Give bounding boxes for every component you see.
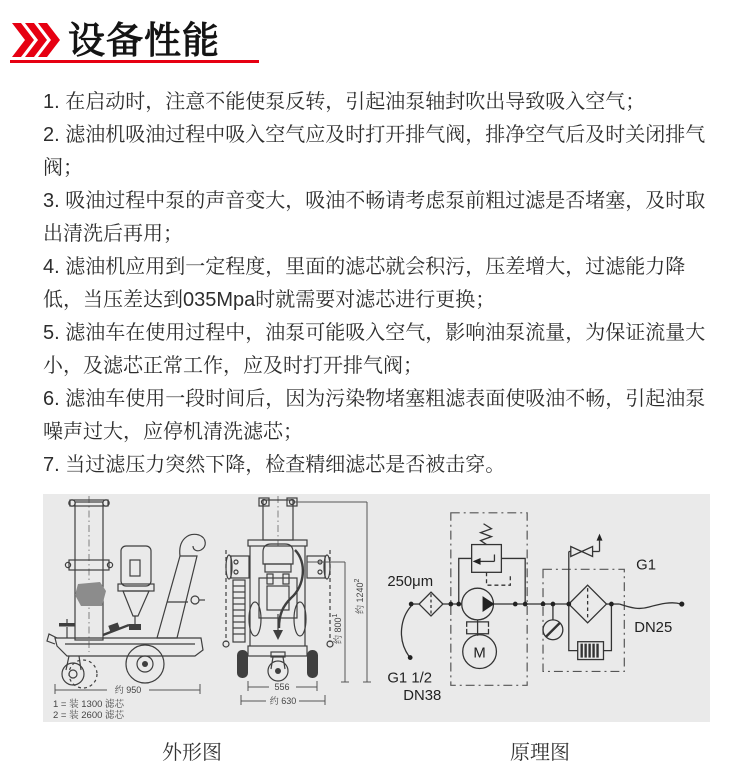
motor-label: M [473,645,486,662]
outline-drawing [45,494,397,722]
front-view-drawing [223,496,371,706]
dim-800-label: 约 $800^1$ [332,613,343,644]
pressure-gauge-symbol [543,604,563,640]
filter-element-symbol [569,604,612,660]
note-item: 2. 滤油机吸油过程中吸入空气应及时打开排气阀，排净空气后及时关闭排气阀； [43,124,706,179]
pump-symbol [462,588,495,620]
dim-630-label: 约 630 [269,696,297,706]
mesh-size-label: 250μm [387,574,434,591]
notes-list [43,86,717,482]
title-underline [10,60,259,63]
schematic-figure-caption: 原理图 [510,742,570,764]
legend-line-2: 2 = 装 2600 滤芯 [53,710,125,721]
note-item: 5. 滤油车在使用过程中，油泵可能吸入空气，影响油泵流量，为保证流量大小，及滤芯正常工作，应及时打开排气阀； [43,322,706,377]
figure-panel [43,494,710,722]
inlet-thread-label: G1 1/2 [387,670,432,687]
outlet-dn-label: DN25 [634,619,673,636]
note-item: 3. 吸油过程中泵的声音变大，吸油不畅请考虑泵前粗过滤是否堵塞，及时取出清洗后再用； [43,190,706,245]
note-item: 4. 滤油机应用到一定程度，里面的滤芯就会积污，压差增大，过滤能力降低，当压差达到035Mpa时就需要对滤芯进行更换； [43,256,686,311]
outlet-thread-label: G1 [636,557,657,574]
dim-556-label: 556 [274,682,290,692]
inlet-dn-label: DN38 [403,688,442,705]
side-view-drawing [47,496,205,721]
hydraulic-circuit [387,513,684,704]
note-item: 7. 当过滤压力突然下降，检查精细滤芯是否被击穿。 [43,454,506,476]
triple-chevron-icon [12,23,60,57]
filter-symbol [569,585,607,623]
section-header [12,16,220,64]
page-title: 设备性能 [68,19,220,61]
note-item: 6. 滤油车使用一段时间后，因为污染物堵塞粗滤表面使吸油不畅，引起油泵噪声过大，应停机清洗滤芯； [43,388,706,443]
legend-line-1: 1 = 装 1300 滤芯 [53,699,125,710]
note-item: 1. 在启动时，注意不能使泵反转，引起油泵轴封吹出导致吸入空气； [43,91,646,113]
relief-valve-symbol [459,524,525,604]
dim-1240-label: 约 1240$^2$ [354,578,365,614]
outline-figure-caption: 外形图 [162,742,222,764]
schematic-drawing [380,494,710,722]
dim-950-label: 约 950 [114,685,142,695]
